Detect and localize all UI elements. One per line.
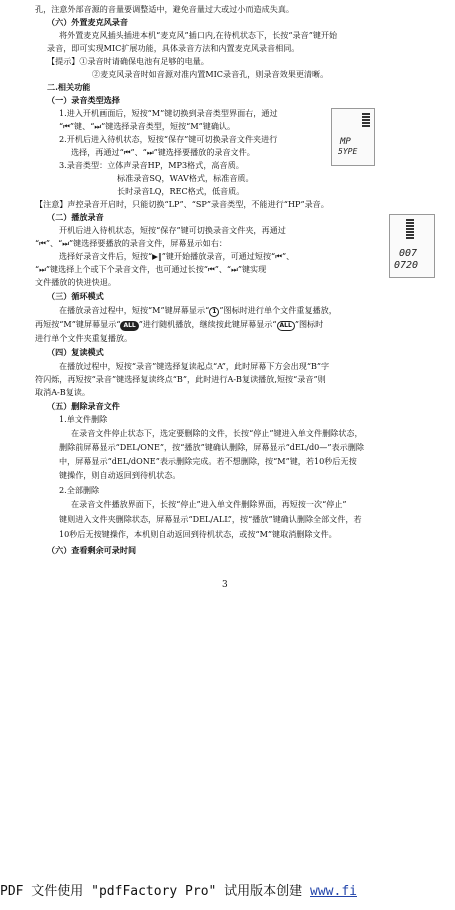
text-line: 开机后进入待机状态，短按“保存”键可切换录音文件夹，再通过 [59,225,286,235]
subheading: 1.单文件删除 [59,414,108,424]
text-line: “⏭”键选择上个或下个录音文件，也可通过长按“⏮”、“⏭”键实现 [35,264,267,274]
lcd-record-type-display [331,108,375,166]
random-play-icon: ALL [120,321,138,331]
next-icon: ⏭ [231,265,238,274]
next-icon: ⏭ [146,148,154,157]
text-line: 删除前屏幕显示“DEL/ONE”，按“播放”键确认删除，屏幕显示“dEL/d0—”表示删除 [59,442,364,452]
level-bars-icon [362,113,370,128]
next-icon: ⏭ [62,239,70,248]
text-line: “⏮”键、“⏭”键选择录音类型，短按“M”键确认。 [59,121,236,131]
text-line: 取消A-B复读。 [35,387,90,397]
next-icon: ⏭ [39,265,46,274]
subheading: 2.全部删除 [59,485,100,495]
prev-icon: ⏮ [39,239,46,248]
text-line: 中，屏幕显示“dEL/dONE”表示删除完成。若不想删除，按“M”键，若10秒后无按 [59,456,357,466]
section-heading: （四）复读模式 [47,347,104,357]
footer-text: PDF 文件使用 "pdfFactory Pro" 试用版本创建 [0,884,311,899]
text-line: 孔，注意外部音源的音量要调整适中，避免音量过大或过小而造成失真。 [35,4,295,14]
page-number: 3 [222,580,228,590]
text-line: 标准录音SQ，WAV格式，标准音质。 [117,173,254,183]
text-line: 在录音文件停止状态下，选定要删除的文件，长按“停止”键进入单文件删除状态， [71,428,363,438]
text-line: 符闪烁，再短按“录音”键选择复读终点“B”，此时进行A-B复读播放,短按“录音”则 [35,374,326,384]
text-line: 进行单个文件夹重复播放。 [35,333,133,343]
text-line: 在播放录音过程中，短按“M”键屏幕显示“ 1 ”图标时进行单个文件重复播放， [59,305,337,315]
text-line: 再短按“M”键屏幕显示“ ALL ”进行随机播放，继续按此键屏幕显示“ ALL ”图标时 [35,319,324,329]
section-heading: （一）录音类型选择 [47,95,120,105]
section-heading: （六）查看剩余可录时间 [47,545,137,555]
tip-line: ②麦克风录音时如音源对准内置MIC录音孔，则录音效果更清晰。 [92,69,329,79]
text-line: “⏮”、“⏭”键选择要播放的录音文件，屏幕显示如右： [35,238,227,248]
text-line: 长时录音LQ，REC格式，低音质。 [117,186,245,196]
section-heading: （三）循环模式 [47,291,104,301]
tip-line: 【提示】①录音时请确保电池有足够的电量。 [47,56,209,66]
section-heading: （五）删除录音文件 [47,401,120,411]
text-line: 2.开机后进入待机状态，短按“保存”键可切换录音文件夹进行 [59,134,278,144]
prev-icon: ⏮ [63,122,70,131]
repeat-folder-icon: ALL [277,321,295,331]
note-line: 【注意】声控录音开启时，只能切换“LP”、“SP”录音类型，不能进行“HP”录音。 [35,199,329,209]
lcd-text: 5YPE [338,147,358,156]
level-bars-icon [406,219,414,240]
prev-icon: ⏮ [275,252,282,261]
prev-icon: ⏮ [207,265,215,274]
section-heading: （二）播放录音 [47,212,104,222]
next-icon: ⏭ [94,122,102,131]
lcd-text: MP [340,137,351,147]
text-line: 在播放过程中，短按“录音”键选择复读起点“A”，此时屏幕下方会出现“B”字 [59,361,330,371]
text-line: 键操作，则自动返回到待机状态。 [59,470,181,480]
text-line: 将外置麦克风插头插进本机“麦克风”插口内,在待机状态下，长按“录音”键开始 [59,30,338,40]
chapter-heading: 二.相关功能 [47,82,91,92]
lcd-text: 0720 [394,260,419,271]
lcd-text: 007 [399,248,418,259]
text-line: 10秒后无按键操作，本机则自动返回到待机状态，或按“M”键取消删除文件。 [59,529,337,539]
text-line: 1.进入开机画面后，短按“M”键切换到录音类型界面右，通过 [59,108,278,118]
text-line: 选择好录音文件后，短按“▶‖”键开始播放录音，可通过短按“⏮”、 [59,251,295,261]
lcd-playback-display [389,214,435,278]
repeat-one-icon: 1 [209,307,219,317]
text-line: 3.录音类型：立体声录音HP，MP3格式，高音质。 [59,160,244,170]
text-line: 文件播放的快进快退。 [35,277,116,287]
prev-icon: ⏮ [123,148,131,157]
section-heading: （六）外置麦克风录音 [47,17,128,27]
text-line: 录音，即可实现MIC扩展功能，具体录音方法和内置麦克风录音相同。 [47,43,300,53]
text-line: 键则进入文件夹删除状态，屏幕显示“DEL/ALL”，按“播放”键确认删除全部文件，若 [59,514,362,524]
footer-link[interactable]: www.fi [310,884,357,899]
play-pause-icon: ▶‖ [152,252,162,261]
pdf-watermark-footer [0,880,455,899]
text-line: 在录音文件播放界面下，长按“停止”进入单文件删除界面，再短按一次“停止” [71,499,347,509]
text-line: 选择，再通过“⏮”、“⏭”键选择要播放的录音文件。 [71,147,255,157]
